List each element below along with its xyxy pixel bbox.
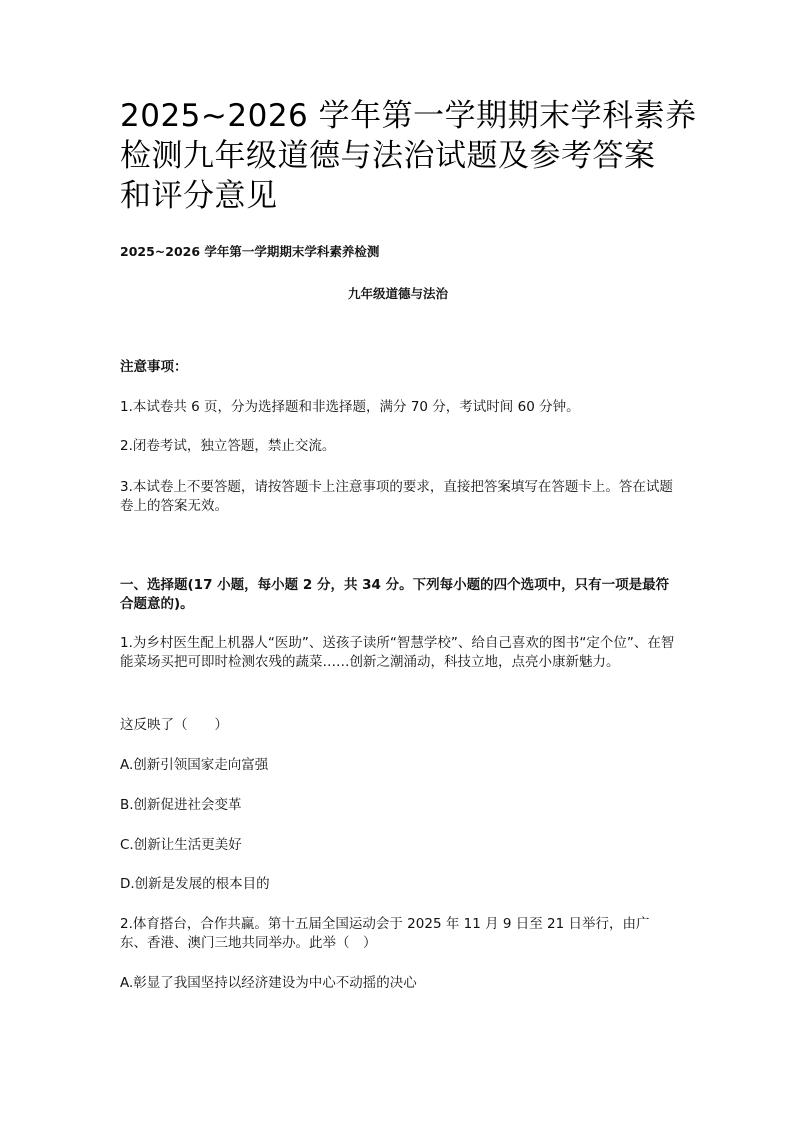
notice-item-3: 3.本试卷上不要答题，请按答题卡上注意事项的要求，直接把答案填写在答题卡上。答在试题卷上的答案无效。 xyxy=(120,479,673,514)
question-2-option-a: A.彰显了我国坚持以经济建设为中心不动摇的决心 xyxy=(120,975,417,991)
title-line-2: 检测九年级道德与法治试题及参考答案 xyxy=(120,138,656,174)
title-line-1: 2025~2026 学年第一学期期末学科素养 xyxy=(120,98,697,134)
document-title xyxy=(120,96,697,216)
notice-item-2: 2.闭卷考试，独立答题，禁止交流。 xyxy=(120,438,336,454)
question-1-option-c: C.创新让生活更美好 xyxy=(120,837,242,853)
question-1-option-a: A.创新引领国家走向富强 xyxy=(120,757,269,773)
title-line-3: 和评分意见 xyxy=(120,178,278,214)
question-2-stem: 2.体育搭台，合作共赢。第十五届全国运动会于 2025 年 11 月 9 日至 21 日举行，由广东、香港、澳门三地共同举办。此举（ ） xyxy=(120,916,650,951)
question-1-prompt: 这反映了（ ） xyxy=(120,717,228,733)
notice-item-1: 1.本试卷共 6 页，分为选择题和非选择题，满分 70 分，考试时间 60 分钟。 xyxy=(120,399,580,415)
question-1-option-d: D.创新是发展的根本目的 xyxy=(120,876,270,892)
grade-subject-title: 九年级道德与法治 xyxy=(347,286,448,301)
document-page xyxy=(120,96,697,991)
notice-heading: 注意事项： xyxy=(120,359,188,375)
section-heading: 一、选择题(17 小题，每小题 2 分，共 34 分。下列每小题的四个选项中，只有一项是最符合题意的)。 xyxy=(120,577,670,612)
question-1-stem: 1.为乡村医生配上机器人“医助”、送孩子读所“智慧学校”、给自己喜欢的图书“定个位”、在智能菜场买把可即时检测农残的蔬菜……创新之潮涌动，科技立地，点亮小康新魅力。 xyxy=(120,635,675,670)
question-1-option-b: B.创新促进社会变革 xyxy=(120,797,242,813)
exam-subtitle: 2025~2026 学年第一学期期末学科素养检测 xyxy=(120,244,380,259)
